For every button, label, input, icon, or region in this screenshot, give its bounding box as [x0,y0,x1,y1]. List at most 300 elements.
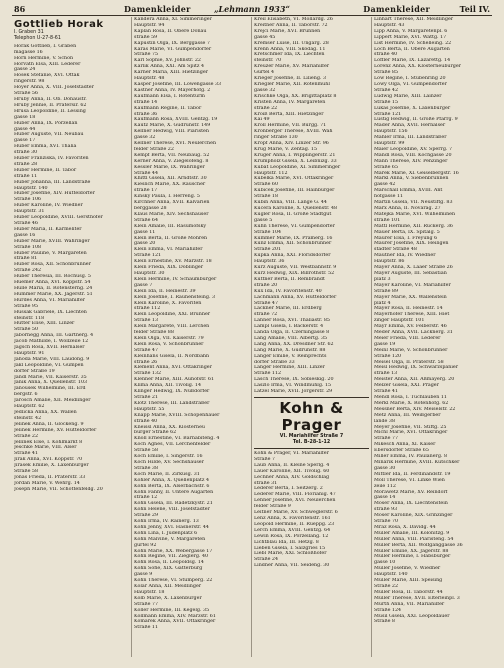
listing-entry: Melzer Gisela, XXI. Prager [374,383,439,389]
listing-entry: Gürtel 4 [254,70,275,76]
listing-entry: Laub Anna, II. Kleine Sperlg. 4 [254,462,330,468]
listing-entry: gasse 30 [374,465,396,471]
listing-entry: Hauptstr. 18 [134,589,165,595]
listing-entry: Jarosch Amalie, XII. Meidlinger [14,398,91,404]
listing-entry: Kohn Malvine, V. Margareten [134,536,206,542]
listing-entry: List Hermine, IV. Schelleing. 22 [374,40,452,46]
listing-entry: Huber Johanna, III. Landstraße [14,179,91,185]
listing-entry: straße 112 [134,306,161,312]
listing-entry: gasse 7 [134,282,153,288]
listing-entry: Straße 60 [254,182,279,188]
listing-entry: Liebl Marie, XXI. Schloßhofer [254,551,327,557]
listing-entry: berggasse 28 [134,206,167,211]
listing-entry: straße 31 [254,480,278,486]
listing-entry: Hauptstr. 112 [254,170,288,176]
listing-entry: Hutter Elise, XIII. Linzer [14,321,75,327]
listing-entry: Moser Anna, IX. Liechtenstein [374,501,448,507]
advertisement-line: Telephon U-27-8-61 [14,35,61,41]
listing-entry: Hauptstr. 62 [14,404,45,410]
listing-entry: Kubelka Marie, XVI. Ottakringer [254,176,334,182]
listing-entry: Klein Olga, VII. Kaiserstr. 79 [134,335,204,341]
listing-entry: platz 4 [374,300,391,306]
listing-entry: Latzel Marie, XVII. Jörgerstr. 29 [254,389,333,395]
listing-entry: Kolb Marie, X. Laxenburger [134,595,202,601]
listing-entry: Meder Anna, XVII. Lacknerg. 31 [374,330,453,336]
listing-entry: Janousek Wilhelmine, III. Erd [14,386,86,392]
listing-entry: gasse 17 [14,138,36,144]
listing-entry: Lederer Berta, I. Seitzerg. 2 [254,486,323,492]
listing-entry: Lahner Rosa, XVI. Thaliastr. 85 [254,318,330,324]
listing-entry: Hauptstr. 48 [134,76,165,82]
listing-entry: Löwy Olga, VI. Gumpendorfer [374,81,447,87]
listing-entry: Kaufmann Regine, II. Tabor [134,105,202,111]
column-3 [252,17,372,657]
listing-entry: gasse 32 [134,135,156,141]
listing-entry: Meier Frieda, VIII. Lederer [374,335,441,341]
listing-entry: straße 28 [14,161,38,167]
listing-entry: Krischke Olga, XX. Brigittaplatz 8 [254,93,337,99]
listing-entry: Matejka Marie, XVI. Wilhelminen [374,211,456,217]
listing-entry: Kohn Rosa, II. Leopoldsg. 14 [134,560,204,566]
listing-entry: Mauer Berta, IX. Spitalg. 5 [374,229,440,235]
listing-entry: Meinl Marie, V. Schönbrunner [374,347,448,353]
listing-entry: Musil Gisela, XXI. Leopoldauer [374,613,450,619]
listing-entry: Hurdes Anna, VI. Mariahilfer [14,297,85,303]
listing-entry: Kellner Hedwig, VIII. Piaristen [134,129,209,135]
listing-entry: Jelinek Anna, II. Glockeng. 9 [14,421,84,427]
listing-entry: felder Straße 88 [134,330,174,336]
listing-entry: Hauptstr. 140 [374,572,408,578]
listing-entry: Kurz Auguste, VII. Westbahnstr. 9 [254,265,337,271]
listing-entry: Leopold Hermine, II. Rueppg. 23 [254,521,335,527]
listing-entry: Straße 121 [374,111,402,117]
listing-entry: gasse 14 [374,495,396,501]
listing-entry: Mikesch Anna, XI. Kaiser [374,442,436,448]
listing-entry: Karas Marie, VI. Gumpendorfer [134,46,212,52]
listing-entry: Meister Anna, XII. Aßmayerg. 20 [374,377,455,383]
listing-entry: Mann Therese, XIV. Penzinger [374,158,448,164]
listing-entry: straße 12 [134,495,158,501]
listing-entry: Lenz Anna, X. Favoritenstr. 161 [254,515,331,521]
listing-entry: Kautz Marie, X. Gudrunstr. 149 [134,123,211,129]
listing-entry: Straße 106 [14,197,42,203]
listing-entry: Komarek Anna, XVII. Ottakringer [134,619,216,625]
listing-entry: gürtel 92 [134,542,157,548]
listing-entry: gasse 19 [374,341,396,347]
listing-entry: Huber Franziska, IV. Favoriten [14,156,89,162]
listing-entry: Markl Anna, V. Siebenbrunnen [374,176,449,182]
listing-entry: Hauptstr. 43 [374,22,405,28]
section-title-right: Damenkleider [363,4,430,14]
listing-entry: Kohn Helene, VIII. Josefstädter [134,507,210,513]
listing-entry: Lorenz Anna, XX. Klosterneuburger [374,64,461,70]
listing-entry: Huber Karoline, IV. Wiedner [14,203,83,209]
listing-entry: felder Straße 9 [254,504,291,510]
listing-entry: Kurz Hedwig, XIX. Billrothstr. 52 [254,270,335,276]
listing-entry: steinstr. 70 [254,58,282,64]
listing-entry: Löffler Marie, IX. Lazarettg. 14 [374,58,451,64]
listing-entry: Murth Anna, VII. Mariahilfer [374,601,445,607]
listing-entry: Khittl Gisela, XII. Arndtstr. 30 [134,176,207,182]
listing-entry: Koch Marie, II. Zirkusg. 31 [134,471,200,477]
listing-entry: Krejci Marie, XVI. Brunnen [254,28,321,34]
listing-entry: gasse 42 [374,182,396,188]
listing-entry: gasse 45 [254,34,276,40]
listing-entry: Klein Ida, II. Heinestr. 39 [134,288,196,294]
listing-entry: Mendl Rosa, I. Tuchlauben 11 [374,395,447,400]
listing-entry: Mayer Marie, XX. Wallenstein [374,294,447,300]
listing-entry: Mayer Karoline, VI. Mariahilfer [374,282,451,288]
listing-entry: Huber Leopoldine, XVIII. Gersthofer [14,215,103,221]
listing-entry: Kohn Berta, IX. Alserbachstr. 6 [134,483,210,489]
listing-entry: Lasch Therese, IX. Sobieskig. 20 [254,377,334,383]
listing-entry: Mandl Rosa, VIII. Kochgasse 20 [374,152,452,158]
listing-entry: zinger Hauptstr. 101 [374,318,425,324]
listing-entry: Jagsch Rosa, XVII. Hernalser [14,345,85,351]
listing-entry: Langer Emilie, V. Reinprechts [254,353,327,359]
listing-entry: Kaufmann Rosa, XVIII. Gentzg. 19 [134,117,218,123]
listing-entry: Straße 104 [254,229,282,235]
listing-entry: straße 40 [374,52,398,58]
listing-entry: Lederer Marie, VIII. Florianig. 47 [254,492,336,498]
listing-entry: ringerstr. 98 [14,79,45,85]
listing-entry: Straße 13 [134,318,159,324]
listing-entry: Straße 41 [374,389,399,395]
listing-entry: Straße 58 [14,469,39,475]
listing-entry: Straße 77 [134,601,159,607]
listing-entry: Kuhn Therese, VI. Gumpendorfer [254,223,335,229]
listing-entry: Hoyer Anna, X. VIII. Josefstädter [14,85,94,91]
listing-entry: Kai 49 [254,117,270,123]
listing-entry: straße 40 [134,418,158,424]
listing-entry: Jelinek Hermine, XV. Hütteldorfer [14,427,97,433]
listing-entry: Horn Hermine, V. Schön [14,55,74,61]
listing-entry: Huber Theresia, III. Rochusg. 5 [14,274,91,280]
advertisement-line: I. Graben 31 [14,30,44,35]
listing-entry: Kirchner Anna, XVII. Kalvarien [134,200,210,206]
listing-entry: Kropf Anna, XIV. Linzer Str. 96 [254,141,329,147]
listing-entry: gasse 16 [14,232,36,238]
page-number: 86 [14,4,26,14]
advertisement-name: Gottlieb Horak [14,19,104,30]
listing-entry: Kohn Marie, XX. Webergasse 17 [134,548,213,554]
listing-entry: steinstr. 42 [14,415,42,421]
listing-entry: dorfer Straße 19 [14,368,55,374]
listing-entry: Straße 124 [374,607,402,613]
listing-entry: straße 11 [14,173,38,179]
listing-entry: Jahoda Marie, VIII. Laudong. 9 [14,356,90,362]
listing-entry: Klotz Therese, III. Landstraßer [134,400,210,406]
listing-entry: Marek Marie, XI. Geiselbergstr. 16 [374,170,459,176]
listing-entry: hofgasse 11 [374,194,404,200]
listing-entry: Hauptstr. 94 [134,22,165,28]
listing-entry: Laszlo Irma, VI. Windmühlg. 15 [254,383,332,389]
listing-entry: Kohn Sofie, XIX. Gatterburg [134,566,203,572]
listing-entry: Kohn Fanny, II. Untere Augarten [134,489,214,495]
listing-entry: Meisel Olga, II. Praterstr. 58 [374,359,444,365]
listing-entry: Koch Agnes, VII. Lerchenfelder [134,442,211,448]
listing-entry: Straße 29 [134,513,159,519]
column-2 [132,17,252,657]
listing-entry: Kruger Anna, I. Wipplingerstr. 21 [254,152,336,158]
listing-entry: Straße 47 [134,347,159,353]
listing-entry: Straße 41 [14,451,39,457]
listing-entry: Straße 64 [134,217,159,223]
listing-entry: gasse 20 [134,241,156,247]
listing-entry: straße 93 [374,507,398,513]
listing-entry: Merkl Marie, X. Rotenhofg. 62 [374,400,449,406]
listing-entry: Krug Marie, V. Zentag. 15 [254,146,317,152]
listing-entry: Löw Regine, I. Stubenring 20 [374,76,446,82]
listing-entry: Kessler Marie, IX. Währinger [134,164,205,170]
listing-entry: straße 17 [134,188,158,194]
listing-entry: Kunz Emma, XII. Schönbrunner [254,241,332,247]
listing-entry: Straße 18 [254,194,279,200]
listing-entry: straße 59 [134,34,158,40]
listing-entry: straße 72 [254,312,278,318]
listing-entry: gasse 18 [14,114,36,120]
listing-entry: Koller Hermine, III. Kegelg. 35 [134,607,210,613]
listing-entry: Kleinhans Gisela, II. Nordbahn [134,353,210,359]
listing-entry: Horvath Elsa, XIII. Lederer [14,61,81,67]
listing-entry: Klein Josefine, I. Rauhensteing. 3 [134,294,216,300]
listing-entry: Kubat Leopoldine, XI. Simmeringer [254,164,341,170]
listing-entry: Kohn Lina, I. Judenplatz 6 [134,530,198,536]
listing-entry: steinstr. 118 [14,315,45,321]
listing-entry: magasse 16 [14,49,43,55]
listing-entry: Minarik Hermine, XVIII. Kutschker [374,459,460,465]
listing-entry: Hauptstr. 31 [14,209,45,215]
listing-entry: Huber Marie, XVIII. Währinger [14,238,90,244]
listing-entry: Straße 22 [374,584,399,589]
listing-entry: Kieslich Marie, XX. Rauscher [134,182,206,188]
advertisement-box [254,397,369,449]
listing-entry: Kolar Anna, XII. Meidlinger [134,584,202,589]
listing-entry: Mautner Ida, IV. Wiedner [374,253,436,259]
listing-entry: Lipp Anna, V. Margaretenpl. 6 [374,28,448,34]
listing-entry: Jellinek Else, I. Kohlmarkt 8 [14,439,83,445]
listing-entry: Hauptstr. 36 [254,259,285,265]
listing-entry: Moser Karoline, XIX. Grinzinger [374,513,453,519]
listing-entry: Klenner Marie, XIII. Auhofstr. 61 [134,377,215,383]
listing-entry: Kastner Anna, IV. Mayerhofg. 2 [134,87,211,93]
listing-entry: Straße 77 [374,436,399,442]
listing-entry: Müller Therese, XVII. Elterleinpl. 3 [374,595,460,601]
listing-entry: gasse 9 [134,572,153,578]
listing-entry: Klinger Hedwig, IX. Nußdorfer [134,389,210,395]
listing-entry: Straße 242 [14,268,42,274]
listing-entry: straße 101 [374,217,401,223]
listing-entry: Jeschke Marie, VIII. Alser [14,445,77,451]
listing-entry: Kux Ida, IV. Favoritenstr. 40 [254,288,322,294]
listing-entry: Kohn Therese, VI. Stumperg. 22 [134,578,213,584]
listing-entry: Krieger Josefine, II. Lilieng. 3 [254,76,326,82]
listing-entry: Moll Therese, VI. Linke Wien [374,477,445,483]
listing-entry: Klaus Marie, XIV. Sechshauser [134,211,209,217]
listing-entry: Miller Emma, IV. Paulanerg. 8 [374,454,447,460]
listing-entry: Lauer Karoline, XII. Tivolig. 60 [254,468,330,474]
listing-entry: Mayerhofer Therese, XIII. Hiet [374,312,450,318]
listing-entry: Kinsky Paula, I. Herreng. 5 [134,194,200,200]
listing-entry: Müller Josefine, V. Wiedner [374,566,441,572]
listing-entry: gasse 44 [14,126,36,132]
listing-entry: Martin Gisela, VII. Neustiftg. 83 [374,200,453,206]
listing-entry: Lippert Marie, XVI. Wattg. 17 [374,34,447,40]
advertisement-box [14,19,129,42]
listing-entry: Mayer Auguste, III. Sebastian [374,270,447,276]
listing-entry: Mraz Rosa, X. Davidg. 44 [374,524,436,530]
listing-entry: Krumpholz Gisela, X. Leibnizg. 33 [254,158,337,164]
listing-entry: Mayer Anna, X. Laaer Straße 26 [374,265,453,271]
listing-entry: Maier Leopoldine, XV. Sperrg. 7 [374,146,452,152]
listing-entry: Maurer Josefine, XIX. Heiligen [374,241,449,247]
listing-entry: dorfer Straße 33 [254,359,295,365]
listing-entry: Koch Emilie, I. Singerstr. 16 [134,454,203,460]
listing-entry: Klima Anna, XII. Tivolig. 14 [134,383,202,389]
listing-entry: zeile 112 [374,483,396,489]
listing-entry: Kempf Berta, VII. Neubaug. 52 [134,152,210,158]
listing-entry: Huber Josefine, XIV. Hütteldorfer [14,191,95,197]
listing-entry: straße 36 [134,111,158,117]
listing-entry: Kohn Irma, IV. Rainerg. 13 [134,519,199,525]
listing-entry: Klein Margarete, VIII. Lerchen [134,324,210,330]
listing-entry: Müller Berta, XII. Wolfganggasse 36 [374,542,463,548]
listing-entry: Kristen Anna, IV. Margareten [254,99,326,105]
listing-entry: Klein Karoline, X. Favoriten [134,300,202,306]
listing-entry: Hosek Stefanie, XVI. Ottak [14,73,80,79]
listing-entry: Mahler Irma, III. Landstraßer [374,135,447,141]
listing-entry: Huber Pauline, V. Margareten [14,250,87,256]
listing-entry: Straße 44 [134,170,159,176]
listing-entry: Straße 50 [14,327,39,333]
listing-entry: Kreuzer Marie, XV. Mariahilfer [254,64,330,70]
listing-entry: Straße 15 [374,99,399,105]
listing-entry: straße 26 [134,359,158,365]
advertisement-line: Tel. B-28-1-12 [292,440,331,445]
listing-entry: Kučera Karoline, X. Quellenstr. 48 [254,206,338,211]
listing-entry: Karl Sophie, XV. Johnstr. 22 [134,58,201,64]
listing-entry: Joseph Marie, VII. Schottenfeldg. 20 [14,486,103,492]
listing-entry: Lindner Anna, VII. Seideng. 30 [254,563,330,569]
listing-entry: Straße 22 [14,433,39,439]
listing-entry: Ludwig Marie, XIII. Lainzer [374,93,442,99]
listing-entry: Klein Amalie, III. Rasumofsky [134,223,207,229]
listing-entry: Morawetz Marie, XV. Reindorf [374,489,448,495]
listing-entry: Kaufmann Elsa, I. Rotenturm [134,93,205,99]
listing-entry: Kandera Anna, XI. Simmeringer [134,17,212,22]
listing-entry: lände 38 [374,418,396,424]
listing-entry: Hauptstr. 86 [374,259,405,265]
listing-entry: Lewin Rosa, IX. Porzellang. 12 [254,533,329,539]
listing-entry: Straße 42 [374,87,399,93]
listing-entry: Lachmann Anna, XV. Hütteldorfer [254,294,337,300]
listing-entry: gasse 11 [134,229,156,235]
listing-entry: Kreitner Anna, II. Taborstr. 72 [254,22,328,28]
listing-entry: Straße 112 [254,371,282,377]
listing-entry: Krenn Anna, VIII. Skodag. 11 [254,46,326,52]
listing-entry: Huber Auguste, VII. Neubau [14,132,84,138]
listing-entry: Meisl Hedwig, IX. Schwarzspanier [374,365,459,371]
section-title-left: Damenkleider [124,4,191,14]
listing-entry: Kreil Elisabeth, VI. Mollardg. 26 [254,17,333,22]
listing-entry: straße 13 [374,371,398,377]
listing-entry: ringer Straße 130 [254,135,298,141]
listing-entry: Hauptstr. 91 [14,350,45,356]
column-4 [372,17,492,657]
listing-entry: Straße 56 [14,91,39,97]
listing-entry: Lichtblau Ida, III. Hetzg. 8 [254,539,319,545]
listing-entry: Lukas Josefine, X. Laxenburger [374,105,451,111]
listing-entry: Mattl Hermine, XII. Ruckerg. 36 [374,223,453,229]
listing-entry: Karner Maria, XIII. Hietzinger [134,70,208,76]
listing-entry: Straße 89 [374,288,399,294]
listing-entry: Mayer Rosa, II. Heinestr. 14 [374,306,443,312]
listing-entry: Klein Berta, II. Große Mohren [134,235,208,241]
listing-entry: Lang Anna, XX. Dresdner Str. 62 [254,341,334,347]
column-1 [12,17,132,657]
listing-entry: Knoll Ernestine, VI. Barnabiteng. 4 [134,436,220,442]
listing-entry: Huber Anna, IX. Porzellan [14,120,78,126]
listing-entry: Straße 85 [374,70,399,76]
listing-entry: Landa Olga, II. Czerningasse 8 [254,330,330,336]
listing-entry: Müller Amalie, III. Kolonitzg. 9 [374,530,450,536]
listing-entry: burger Straße 62 [134,430,177,436]
listing-entry: städter Straße 48 [374,247,417,253]
listing-entry: Klein Ernestine, XV. Märzstr. 18 [134,259,212,265]
listing-entry: Kroiß Berta, XIII. Hietzinger [254,111,324,117]
listing-entry: Straße 24 [254,557,279,563]
listing-entry: Janik Anna, X. Quellenstr. 103 [14,380,88,386]
part-number: Teil IV. [459,4,490,14]
listing-entry: Huber Rosa, XII. Schönbrunner [14,262,91,268]
listing-entry: gasse 24 [14,67,36,73]
listing-entry: Kollmann Emma, XIV. Märzstr. 61 [134,613,216,619]
listing-entry: Mader Anna, XVII. Hernalser [374,123,446,129]
listing-entry: Straße 46 [14,221,39,226]
listing-entry: Hruby Jennie, II. Pratersir. 62 [14,102,87,108]
listing-entry: Jordan Marie, V. Wehrg. 14 [14,480,80,486]
listing-entry: Hruby Anna, II. Ob. Donaustr. [14,96,87,102]
listing-entry: Ebersdorfer Straße 65 [374,448,429,454]
listing-entry: Kohn Jenny, XVI. Hasnerstr. 44 [134,524,209,530]
listing-entry: Kummer Marie, IX. Pramerg. 16 [254,235,333,241]
listing-entry: Straße 75 [134,52,159,58]
listing-entry: Kubin Anna, VIII. Lange G. 44 [254,200,327,206]
listing-entry: Jirak Anna, XVI. Koppstr. 70 [14,457,83,463]
listing-entry: Straße 95 [14,303,39,309]
listing-entry: Klein Emma, VI. Mariahilfer [134,247,203,253]
listing-entry: Lackner Marie, III. Erdberg [254,306,322,312]
listing-entry: Lerch Emma, XVIII. Gentzg. 64 [254,527,331,533]
listing-entry: Kupka Anna, XXI. Floridsdorfer [254,253,331,259]
listing-entry: Klein Frieda, XIX. Döblinger [134,265,204,271]
listing-entry: Kohn Gisela, III. Radetzkystr. 21 [134,501,213,507]
listing-entry: Karlik Anna, XXI. Am Spitz 4 [134,64,205,70]
listing-entry: Lampl Gisela, I. Bäckerstr. 4 [254,324,324,330]
advertisement-name: Kohn & Prager [279,399,344,434]
listing-entry: Straße 121 [134,253,162,259]
listing-entry: Klein Rosa, V. Schönbrunner [134,341,204,347]
listing-entry: gasse 5 [254,217,273,223]
listing-entry: Kriegler Marie, XII. Rotenmühl [254,81,330,87]
listing-entry: Lang Amalie, VIII. Albertg. 35 [254,335,328,341]
listing-entry: Kroll Hermine, VII. Burgg. 71 [254,123,327,129]
listing-entry: platz 3 [374,276,391,282]
listing-columns [12,17,492,657]
directory-title: „Lehmann 1933“ [213,4,291,14]
listing-entry: gasse 10 [374,560,396,566]
page-header [12,3,492,16]
